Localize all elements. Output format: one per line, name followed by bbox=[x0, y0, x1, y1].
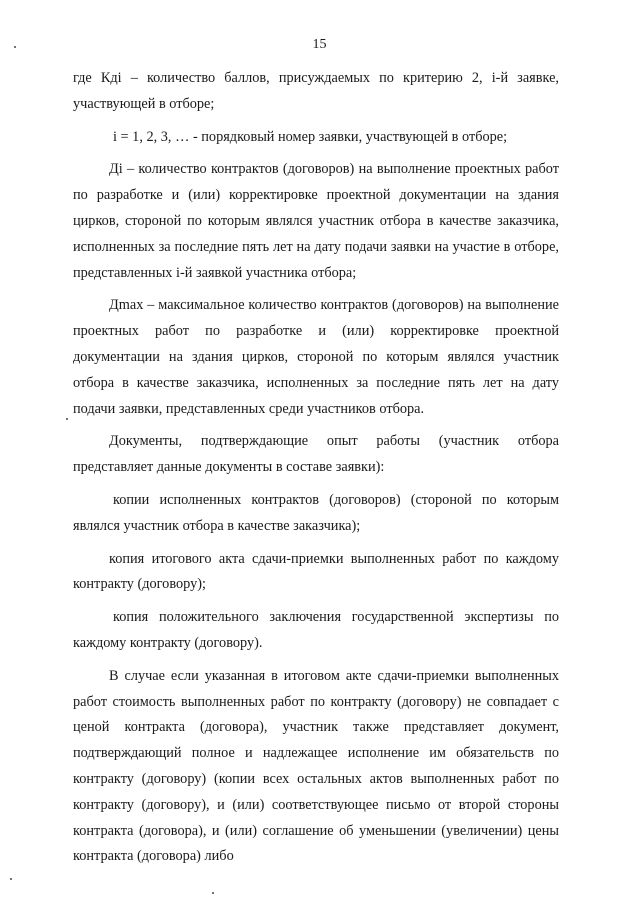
paragraph-cost-mismatch: В случае если указанная в итоговом акте сдачи-приемки выполненных работ стоимость выполненных работ по контракту (договору) не совпадает с ценой контракта (договора), участник также представляет документ, подтверждающий полное и надлежащее исполнение им обязательств по контракту (договору) (копии всех остальных актов выполненных работ по контракту (договору), и (или) соответствующее письмо от второй стороны контракта (договора), и (или) соглашение об уменьшении (увеличении) цены контракта (договора) либо bbox=[73, 667, 559, 865]
scan-speck bbox=[212, 892, 214, 894]
scan-speck bbox=[14, 46, 16, 48]
paragraph-kdi-definition: где Кдi – количество баллов, присуждаемых по критерию 2, i-й заявке, участвующей в отборе; bbox=[73, 70, 559, 112]
scan-speck bbox=[66, 418, 68, 420]
scan-speck bbox=[10, 878, 12, 880]
page-number: 15 bbox=[312, 37, 327, 52]
paragraph-dmax-definition: Дmax – максимальное количество контрактов (договоров) на выполнение проектных работ по разработке и (или) корректировке проектной документации на здания цирков, стороной по которым являлся участник отбора в качестве заказчика, исполненных за последние пять лет на дату подачи заявки, представленных среди участников отбора. bbox=[73, 297, 559, 417]
paragraph-i-definition: i = 1, 2, 3, … - порядковый номер заявки, участвующей в отборе; bbox=[113, 128, 508, 145]
document-body bbox=[73, 66, 559, 870]
list-item-contract-copies: копии исполненных контрактов (договоров) (стороной по которым являлся участник отбора в качестве заказчика); bbox=[73, 491, 559, 534]
paragraph-documents-intro: Документы, подтверждающие опыт работы (участник отбора представляет данные документы в составе заявки): bbox=[73, 433, 559, 476]
list-item-expertise-conclusion: копия положительного заключения государственной экспертизы по каждому контракту (договору). bbox=[73, 609, 559, 651]
list-item-final-act-copy: копия итогового акта сдачи-приемки выполненных работ по каждому контракту (договору); bbox=[73, 550, 559, 593]
paragraph-di-definition: Дi – количество контрактов (договоров) на выполнение проектных работ по разработке и (или) корректировке проектной документации на здания цирков, стороной по которым являлся участник отбора в качестве заказчика, исполненных за последние пять лет на дату подачи заявки на участие в отборе, представленных i-й заявкой участника отбора; bbox=[73, 161, 559, 281]
